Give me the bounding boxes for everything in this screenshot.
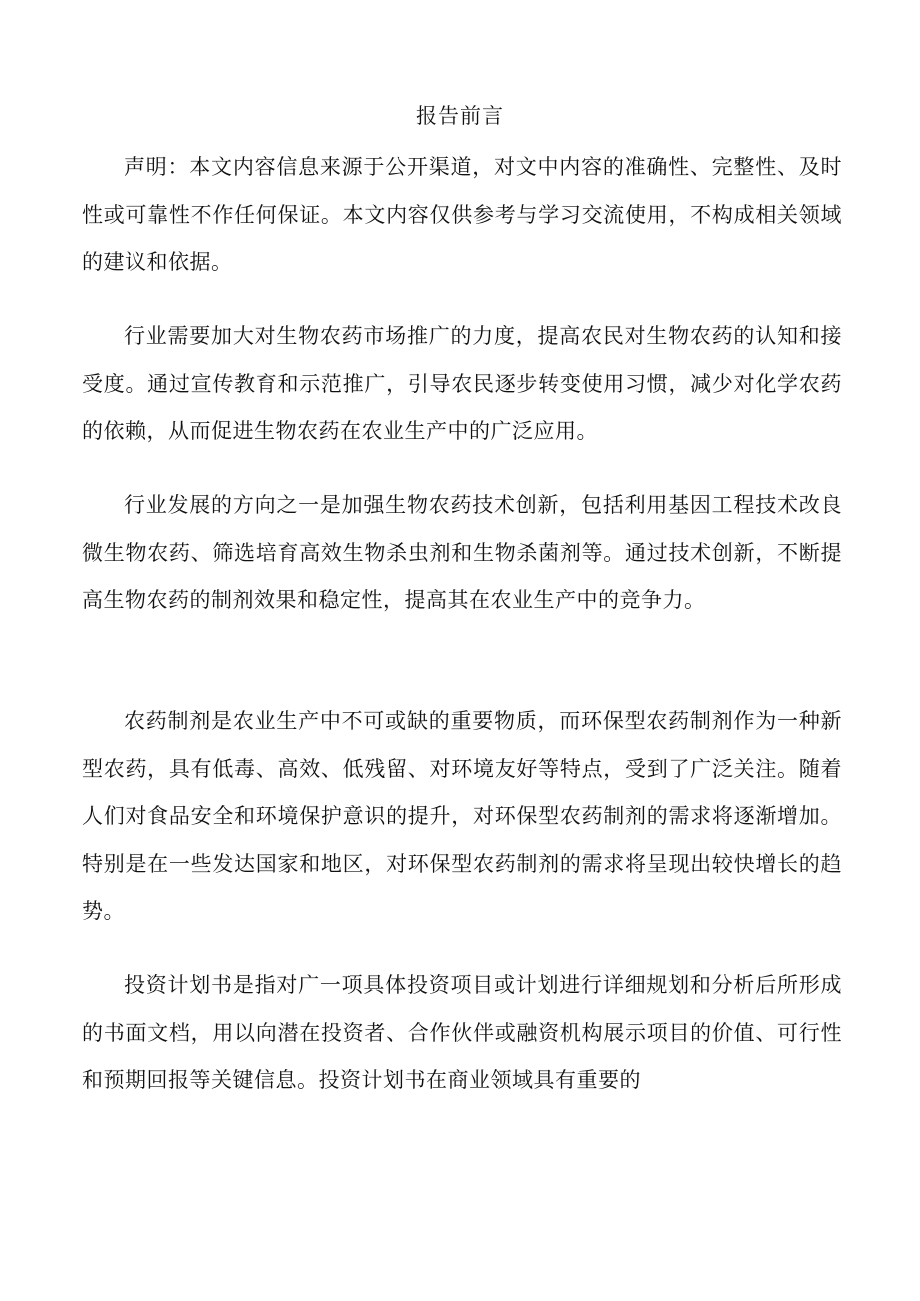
page-title: 报告前言 bbox=[416, 104, 504, 128]
body-paragraph: 农药制剂是农业生产中不可或缺的重要物质，而环保型农药制剂作为一种新型农药，具有低毒、高效、低残留、对环境友好等特点，受到了广泛关注。随着人们对食品安全和环境保护意识的提升，对环保型农药制剂的需求将逐渐增加。特别是在一些发达国家和地区，对环保型农药制剂的需求将呈现出较快增长的趋势。 bbox=[82, 709, 842, 923]
body-paragraph: 行业发展的方向之一是加强生物农药技术创新，包括利用基因工程技术改良微生物农药、筛选培育高效生物杀虫剂和生物杀菌剂等。通过技术创新，不断提高生物农药的制剂效果和稳定性，提高其在农业生产中的竞争力。 bbox=[82, 493, 842, 612]
body-paragraph: 行业需要加大对生物农药市场推广的力度，提高农民对生物农药的认知和接受度。通过宣传教育和示范推广，引导农民逐步转变使用习惯，减少对化学农药的依赖，从而促进生物农药在农业生产中的广泛应用。 bbox=[82, 324, 842, 443]
body-paragraph: 投资计划书是指对广一项具体投资项目或计划进行详细规划和分析后所形成的书面文档，用以向潜在投资者、合作伙伴或融资机构展示项目的价值、可行性和预期回报等关键信息。投资计划书在商业领域具有重要的 bbox=[82, 973, 842, 1092]
disclaimer-paragraph: 声明：本文内容信息来源于公开渠道，对文中内容的准确性、完整性、及时性或可靠性不作任何保证。本文内容仅供参考与学习交流使用，不构成相关领域的建议和依据。 bbox=[82, 155, 842, 274]
